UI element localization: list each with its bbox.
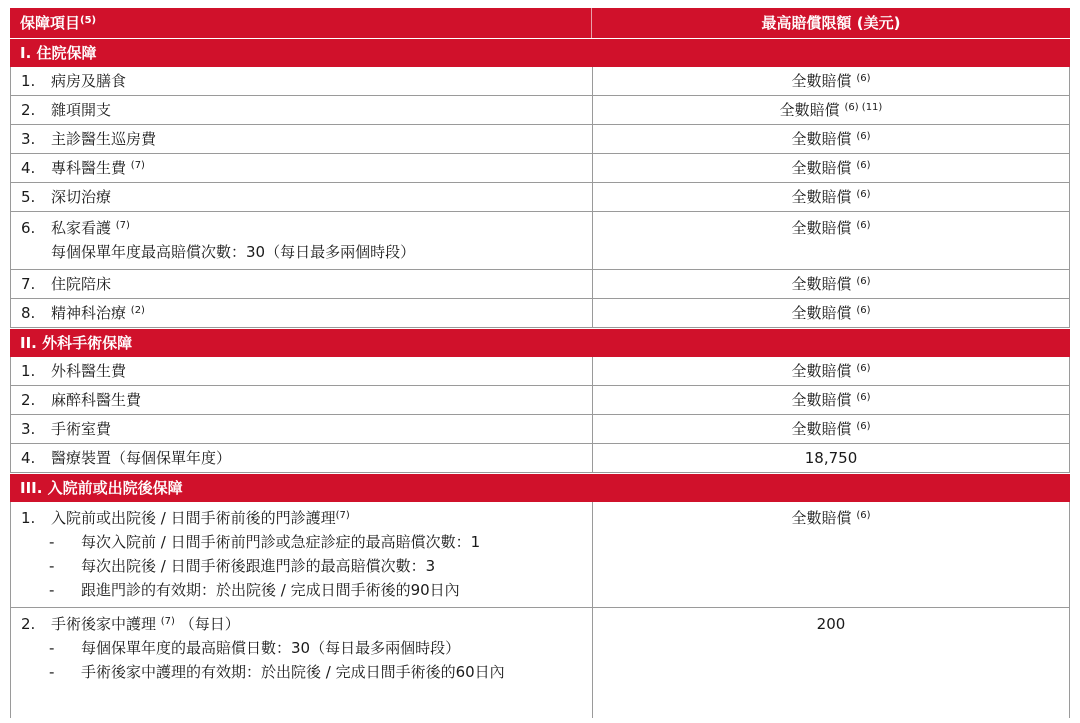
- section-title: I. 住院保障: [20, 44, 97, 62]
- table-row: [10, 444, 1070, 473]
- header-item-cell: [10, 8, 592, 38]
- table-row: [10, 415, 1070, 444]
- limit-note: (6): [856, 73, 871, 84]
- item-label: 外科醫生費: [51, 362, 127, 380]
- item-cell: [11, 415, 593, 443]
- table-row: [10, 608, 1070, 718]
- bullet-item: [21, 636, 592, 660]
- limit-note: (6): [856, 160, 871, 171]
- limit-value: 全數賠償: [791, 275, 852, 293]
- item-number: 2.: [21, 615, 36, 633]
- limit-cell: [593, 502, 1069, 607]
- item-label: 病房及膳食: [51, 72, 127, 90]
- limit-note: (6): [856, 305, 871, 316]
- table-row: [10, 96, 1070, 125]
- item-detail: 每個保單年度最高賠償次數：30（每日最多兩個時段）: [51, 243, 416, 261]
- item-number: 7.: [21, 275, 36, 293]
- item-number: 2.: [21, 101, 36, 119]
- item-cell: [11, 270, 593, 298]
- limit-value: 全數賠償: [791, 304, 852, 322]
- limit-value: 全數賠償: [791, 509, 852, 527]
- item-note: (7): [160, 616, 175, 627]
- limit-cell: [593, 154, 1069, 182]
- item-cell: [11, 125, 593, 153]
- limit-note: (6): [856, 510, 871, 521]
- item-cell: [11, 154, 593, 182]
- item-cell: [11, 183, 593, 211]
- item-note: (7): [115, 220, 130, 231]
- item-cell: [11, 357, 593, 385]
- limit-cell: [593, 125, 1069, 153]
- table-row: [10, 502, 1070, 608]
- header-item-note: (5): [80, 15, 97, 26]
- bullet-item: [21, 578, 592, 602]
- header-limit-cell: 最高賠償限額 (美元): [761, 14, 901, 32]
- item-number: 1.: [21, 362, 36, 380]
- item-label: 住院陪床: [51, 275, 112, 293]
- limit-value: 全數賠償: [791, 420, 852, 438]
- item-label: 入院前或出院後 / 日間手術前後的門診護理: [51, 509, 336, 527]
- section-header-2: [10, 328, 1070, 357]
- item-number: 1.: [21, 509, 36, 527]
- table-row: [10, 67, 1070, 96]
- item-cell: [11, 96, 593, 124]
- limit-cell: [593, 357, 1069, 385]
- limit-value: 全數賠償: [779, 101, 840, 119]
- limit-value: 全數賠償: [791, 159, 852, 177]
- limit-cell: [593, 270, 1069, 298]
- bullet-text: 每個保單年度的最高賠償日數：30（每日最多兩個時段）: [81, 639, 461, 657]
- benefits-table: [10, 8, 1070, 718]
- table-row: [10, 212, 1070, 270]
- table-header: [10, 8, 1070, 38]
- item-label: 手術後家中護理: [51, 615, 161, 633]
- bullet-text: 手術後家中護理的有效期：於出院後 / 完成日間手術後的60日內: [81, 663, 505, 681]
- item-cell: [11, 299, 593, 327]
- limit-value: 全數賠償: [791, 219, 852, 237]
- table-row: [10, 386, 1070, 415]
- bullet-item: [21, 530, 592, 554]
- limit-note: (6): [856, 363, 871, 374]
- limit-cell: [593, 386, 1069, 414]
- item-label: 手術室費: [51, 420, 112, 438]
- item-label: 私家看護: [51, 219, 116, 237]
- limit-value: 全數賠償: [791, 130, 852, 148]
- item-cell: [11, 502, 593, 607]
- bullet-item: [21, 660, 592, 684]
- bullet-dash: -: [49, 663, 55, 681]
- table-row: [10, 125, 1070, 154]
- item-label: 精神科治療: [51, 304, 127, 322]
- item-number: 2.: [21, 391, 36, 409]
- bullet-dash: -: [49, 557, 55, 575]
- limit-note: (6): [856, 421, 871, 432]
- item-label: 醫療裝置（每個保單年度）: [51, 449, 232, 467]
- item-number: 5.: [21, 188, 36, 206]
- item-number: 3.: [21, 130, 36, 148]
- limit-note: (6) (11): [844, 102, 883, 113]
- item-number: 6.: [21, 219, 36, 237]
- item-label-tail: （每日）: [179, 615, 240, 633]
- limit-cell: [593, 183, 1069, 211]
- header-item-label: 保障項目: [20, 14, 81, 32]
- limit-value: 全數賠償: [791, 391, 852, 409]
- item-number: 1.: [21, 72, 36, 90]
- item-note: (2): [130, 305, 145, 316]
- limit-cell: [593, 608, 1069, 718]
- table-row: [10, 357, 1070, 386]
- limit-value: 全數賠償: [791, 188, 852, 206]
- bullet-dash: -: [49, 533, 55, 551]
- limit-note: (6): [856, 131, 871, 142]
- limit-value: 18,750: [804, 449, 858, 467]
- table-row: [10, 270, 1070, 299]
- bullet-text: 每次出院後 / 日間手術後跟進門診的最高賠償次數：3: [81, 557, 436, 575]
- item-note: (7): [130, 160, 145, 171]
- limit-note: (6): [856, 392, 871, 403]
- limit-cell: [593, 67, 1069, 95]
- item-label: 雜項開支: [51, 101, 112, 119]
- table-row: [10, 183, 1070, 212]
- item-note: (7): [335, 510, 350, 521]
- limit-value: 全數賠償: [791, 362, 852, 380]
- bullet-dash: -: [49, 581, 55, 599]
- bullet-text: 每次入院前 / 日間手術前門診或急症診症的最高賠償次數：1: [81, 533, 481, 551]
- bullet-item: [21, 554, 592, 578]
- table-row: [10, 154, 1070, 183]
- table-row: [10, 299, 1070, 328]
- item-number: 4.: [21, 159, 36, 177]
- item-label: 麻醉科醫生費: [51, 391, 142, 409]
- limit-cell: [593, 444, 1069, 472]
- limit-value: 200: [816, 615, 846, 633]
- limit-cell: [593, 415, 1069, 443]
- section-title: III. 入院前或出院後保障: [20, 479, 183, 497]
- section-header-3: [10, 473, 1070, 502]
- item-cell: [11, 212, 593, 269]
- item-cell: [11, 67, 593, 95]
- limit-cell: [593, 212, 1069, 269]
- item-cell: [11, 386, 593, 414]
- item-number: 8.: [21, 304, 36, 322]
- item-label: 深切治療: [51, 188, 112, 206]
- limit-cell: [593, 96, 1069, 124]
- bullet-text: 跟進門診的有效期：於出院後 / 完成日間手術後的90日內: [81, 581, 460, 599]
- limit-note: (6): [856, 220, 871, 231]
- item-number: 3.: [21, 420, 36, 438]
- item-label: 主診醫生巡房費: [51, 130, 157, 148]
- limit-cell: [593, 299, 1069, 327]
- bullet-dash: -: [49, 639, 55, 657]
- limit-note: (6): [856, 189, 871, 200]
- section-title: II. 外科手術保障: [20, 334, 133, 352]
- limit-note: (6): [856, 276, 871, 287]
- limit-value: 全數賠償: [791, 72, 852, 90]
- item-cell: [11, 444, 593, 472]
- section-header-1: [10, 38, 1070, 67]
- item-label: 專科醫生費: [51, 159, 127, 177]
- item-cell: [11, 608, 593, 718]
- item-number: 4.: [21, 449, 36, 467]
